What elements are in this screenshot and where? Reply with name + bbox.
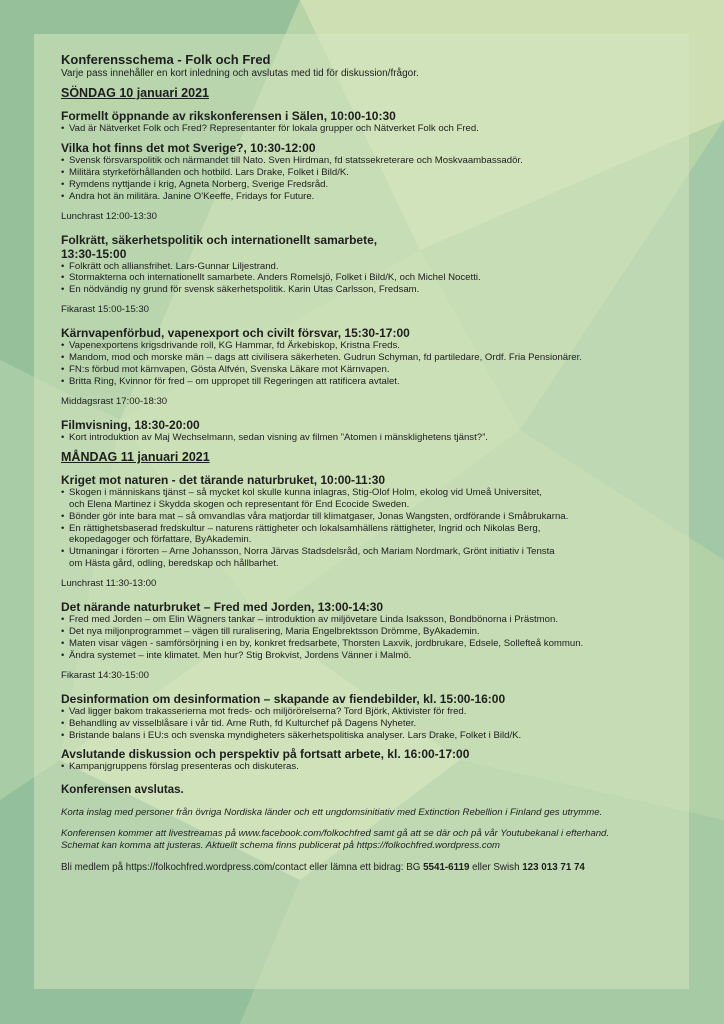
day-heading: SÖNDAG 10 januari 2021 bbox=[61, 86, 209, 100]
session-title: Kärnvapenförbud, vapenexport och civilt försvar, 15:30-17:00 bbox=[61, 326, 410, 341]
note-line: Konferensen kommer att livestreamas på www.facebook.com/folkochfred samt gå att se där och på vår Youtubekanal i efterhand. bbox=[61, 828, 610, 840]
session-item-text: Svensk försvarspolitik och närmandet till Nato. Sven Hirdman, fd statssekreterare och Moskvaambassadör. bbox=[69, 154, 523, 166]
session-item bbox=[61, 155, 676, 167]
session-block bbox=[61, 418, 676, 444]
bullet-icon: • bbox=[61, 284, 65, 296]
session-item-text: ekopedagoger och författare, ByAkademin. bbox=[69, 534, 252, 546]
session-block bbox=[61, 233, 676, 297]
session-item-list bbox=[61, 706, 676, 742]
session-block bbox=[61, 109, 676, 135]
session-item bbox=[61, 261, 676, 273]
closing-statement: Konferensen avslutas. bbox=[61, 784, 184, 797]
session-item-text: Det nya miljonprogrammet – vägen till ruralisering, Maria Engelbrektsson Drömme, ByAkademin. bbox=[69, 626, 480, 638]
document-title: Konferensschema - Folk och Fred bbox=[61, 52, 271, 67]
session-item bbox=[61, 626, 676, 638]
session-item-text: om Hästa gård, odling, beredskap och hållbarhet. bbox=[69, 558, 279, 570]
note-line: Korta inslag med personer från övriga Nordiska länder och ett ungdomsinitiativ med Extinction Rebellion i Finland ges utrymme. bbox=[61, 807, 603, 819]
session-item-text: Fred med Jorden – om Elin Wägners tankar – introduktion av miljövetare Linda Isaksson, Bondbönorna i Prästmon. bbox=[69, 614, 559, 626]
note-paragraph bbox=[61, 828, 676, 852]
session-item-list bbox=[61, 614, 676, 662]
session-block bbox=[61, 473, 676, 570]
break-label: Lunchrast 11:30-13:00 bbox=[61, 578, 157, 590]
session-item-list bbox=[61, 487, 676, 570]
bullet-icon: • bbox=[61, 431, 65, 443]
session-item-list bbox=[61, 155, 676, 203]
bullet-icon: • bbox=[61, 364, 65, 376]
bullet-icon: • bbox=[61, 614, 65, 626]
footer-membership bbox=[61, 862, 676, 874]
session-item-text: FN:s förbud mot kärnvapen, Gösta Alfvén, Svenska Läkare mot Kärnvapen. bbox=[69, 364, 390, 376]
document-subtitle: Varje pass innehåller en kort inledning och avslutas med tid för diskussion/frågor. bbox=[61, 68, 419, 79]
session-block bbox=[61, 326, 676, 388]
session-item-text: Bristande balans i EU:s och svenska myndigheters säkerhetspolitiska analyser. Lars Drake, Folket i Bild/K. bbox=[69, 729, 522, 741]
session-item-text: Bönder gör inte bara mat – så omvandlas våra matjordar till klimatgaser, Jonas Wangsten, ordförande i Småbrukarna. bbox=[69, 510, 569, 522]
swish-number: 123 013 71 74 bbox=[522, 862, 585, 874]
session-item-text: Maten visar vägen - samförsörjning i en by, konkret fredsarbete, Thorsten Laxvik, jordbrukare, Edsele, Sollefteå kommun. bbox=[69, 637, 584, 649]
break-label: Fikarast 15:00-15:30 bbox=[61, 304, 149, 316]
session-item-text: Rymdens nyttjande i krig, Agneta Norberg, Sverige Fredsråd. bbox=[69, 178, 329, 190]
bullet-icon: • bbox=[61, 649, 65, 661]
footer-text: Bli medlem på https://folkochfred.wordpress.com/contact eller lämna ett bidrag: BG bbox=[61, 862, 424, 874]
session-title: 13:30-15:00 bbox=[61, 246, 127, 261]
session-item bbox=[61, 272, 676, 284]
session-item bbox=[61, 364, 676, 376]
session-item bbox=[61, 123, 676, 135]
session-item-text: Kort introduktion av Maj Wechselmann, sedan visning av filmen ”Atomen i mänsklighetens tjänst?”. bbox=[69, 431, 488, 443]
notes-container bbox=[61, 807, 676, 852]
session-item-text: Mandom, mod och morske män – dags att civilisera säkerheten. Gudrun Schyman, fd partiledare, Ordf. Fria Pensionärer. bbox=[69, 352, 582, 364]
session-item-text: Kampanjgruppens förslag presenteras och diskuteras. bbox=[69, 761, 299, 773]
bullet-icon: • bbox=[61, 637, 65, 649]
session-item-text: Vad är Nätverket Folk och Fred? Representanter för lokala grupper och Nätverket Folk och Fred. bbox=[69, 123, 479, 134]
session-item-text: Vapenexportens krigsdrivande roll, KG Hammar, fd Ärkebiskop, Kristna Freds. bbox=[69, 340, 400, 352]
session-item bbox=[61, 191, 676, 203]
session-item-text: En rättighetsbaserad fredskultur – naturens rättigheter och lokalsamhällens rättigheter, Ingrid och Nikolas Berg, bbox=[69, 522, 541, 534]
session-item-list bbox=[61, 261, 676, 297]
session-item-text: Vad ligger bakom trakasserierna mot freds- och miljörörelserna? Tord Björk, Aktivister för fred. bbox=[69, 705, 467, 717]
bullet-icon: • bbox=[61, 190, 65, 202]
session-title: Det närande naturbruket – Fred med Jorden, 13:00-14:30 bbox=[61, 600, 384, 615]
bullet-icon: • bbox=[61, 761, 65, 773]
bullet-icon: • bbox=[61, 705, 65, 717]
session-item-text: Skogen i människans tjänst – så mycket kol skulle kunna inlagras, Stig-Olof Holm, ekolog vid Umeå Universitet, bbox=[69, 486, 542, 498]
note-line: Schemat kan komma att justeras. Aktuellt schema finns publicerat på https://folkochfred.wordpress.com bbox=[61, 840, 501, 852]
bullet-icon: • bbox=[61, 546, 65, 558]
day-section bbox=[61, 86, 676, 444]
session-item-text: En nödvändig ny grund för svensk säkerhetspolitik. Karin Utas Carlsson, Fredsam. bbox=[69, 284, 420, 296]
bullet-icon: • bbox=[61, 352, 65, 364]
session-item-text: Stormakterna och internationellt samarbete. Anders Romelsjö, Folket i Bild/K, och Michel Nocetti. bbox=[69, 272, 481, 284]
session-item-text: Andra hot än militära. Janine O'Keeffe, Fridays for Future. bbox=[69, 190, 315, 202]
session-item-text: och Elena Martinez i Skydda skogen och representant för End Ecocide Sweden. bbox=[69, 498, 410, 510]
session-item bbox=[61, 376, 676, 388]
bullet-icon: • bbox=[61, 123, 65, 134]
session-item bbox=[61, 523, 676, 547]
session-item bbox=[61, 730, 676, 742]
bullet-icon: • bbox=[61, 375, 65, 387]
session-item bbox=[61, 487, 676, 511]
session-item bbox=[61, 340, 676, 352]
bullet-icon: • bbox=[61, 729, 65, 741]
break-label: Fikarast 14:30-15:00 bbox=[61, 669, 149, 681]
bullet-icon: • bbox=[61, 260, 65, 272]
session-item bbox=[61, 650, 676, 662]
bullet-icon: • bbox=[61, 510, 65, 522]
session-item-text: Behandling av visselblåsare i vår tid. Arne Ruth, fd Kulturchef på Dagens Nyheter. bbox=[69, 717, 417, 729]
session-title: Filmvisning, 18:30-20:00 bbox=[61, 417, 200, 432]
footer-middle-text: eller Swish bbox=[469, 862, 523, 874]
session-item bbox=[61, 546, 676, 570]
session-item bbox=[61, 614, 676, 626]
session-item-text: Ändra systemet – inte klimatet. Men hur? Stig Brokvist, Jordens Vänner i Malmö. bbox=[69, 649, 412, 661]
session-item bbox=[61, 511, 676, 523]
session-title: Folkrätt, säkerhetspolitik och internationellt samarbete, bbox=[61, 232, 378, 247]
day-heading: MÅNDAG 11 januari 2021 bbox=[61, 449, 210, 464]
session-item bbox=[61, 284, 676, 296]
session-item-list bbox=[61, 340, 676, 388]
session-item bbox=[61, 179, 676, 191]
session-item bbox=[61, 718, 676, 730]
session-block bbox=[61, 747, 676, 773]
bullet-icon: • bbox=[61, 522, 65, 534]
session-block bbox=[61, 692, 676, 742]
session-item-list bbox=[61, 432, 676, 444]
bullet-icon: • bbox=[61, 717, 65, 729]
bankgiro-number: 5541-6119 bbox=[423, 862, 470, 874]
session-item bbox=[61, 167, 676, 179]
session-item bbox=[61, 352, 676, 364]
session-item-text: Utmaningar i förorten – Arne Johansson, Norra Järvas Stadsdelsråd, och Mariam Nordmark, Grönt initiativ i Tensta bbox=[69, 546, 555, 558]
session-title: Desinformation om desinformation – skapande av fiendebilder, kl. 15:00-16:00 bbox=[61, 691, 506, 706]
bullet-icon: • bbox=[61, 340, 65, 352]
session-item-text: Militära styrkeförhållanden och hotbild. Lars Drake, Folket i Bild/K. bbox=[69, 166, 349, 178]
session-title: Vilka hot finns det mot Sverige?, 10:30-12:00 bbox=[61, 140, 316, 155]
bullet-icon: • bbox=[61, 166, 65, 178]
break-label: Middagsrast 17:00-18:30 bbox=[61, 395, 168, 407]
session-item bbox=[61, 432, 676, 444]
session-title: Avslutande diskussion och perspektiv på fortsatt arbete, kl. 16:00-17:00 bbox=[61, 747, 470, 762]
session-item bbox=[61, 638, 676, 650]
session-title: Formellt öppnande av rikskonferensen i Sälen, 10:00-10:30 bbox=[61, 109, 396, 123]
bullet-icon: • bbox=[61, 486, 65, 498]
session-item-list bbox=[61, 123, 676, 135]
session-item bbox=[61, 761, 676, 773]
session-block bbox=[61, 600, 676, 662]
days-container bbox=[61, 86, 676, 773]
bullet-icon: • bbox=[61, 272, 65, 284]
session-item-text: Britta Ring, Kvinnor för fred – om uppropet till Regeringen att ratificera avtalet. bbox=[69, 375, 400, 387]
session-block bbox=[61, 141, 676, 203]
session-item-text: Folkrätt och alliansfrihet. Lars-Gunnar Liljestrand. bbox=[69, 260, 279, 272]
day-section bbox=[61, 450, 676, 774]
schedule-content bbox=[61, 52, 676, 884]
session-item bbox=[61, 706, 676, 718]
bullet-icon: • bbox=[61, 178, 65, 190]
note-paragraph bbox=[61, 807, 676, 819]
bullet-icon: • bbox=[61, 154, 65, 166]
session-item-list bbox=[61, 761, 676, 773]
break-label: Lunchrast 12:00-13:30 bbox=[61, 210, 158, 222]
bullet-icon: • bbox=[61, 626, 65, 638]
session-title: Kriget mot naturen - det tärande naturbruket, 10:00-11:30 bbox=[61, 472, 386, 487]
